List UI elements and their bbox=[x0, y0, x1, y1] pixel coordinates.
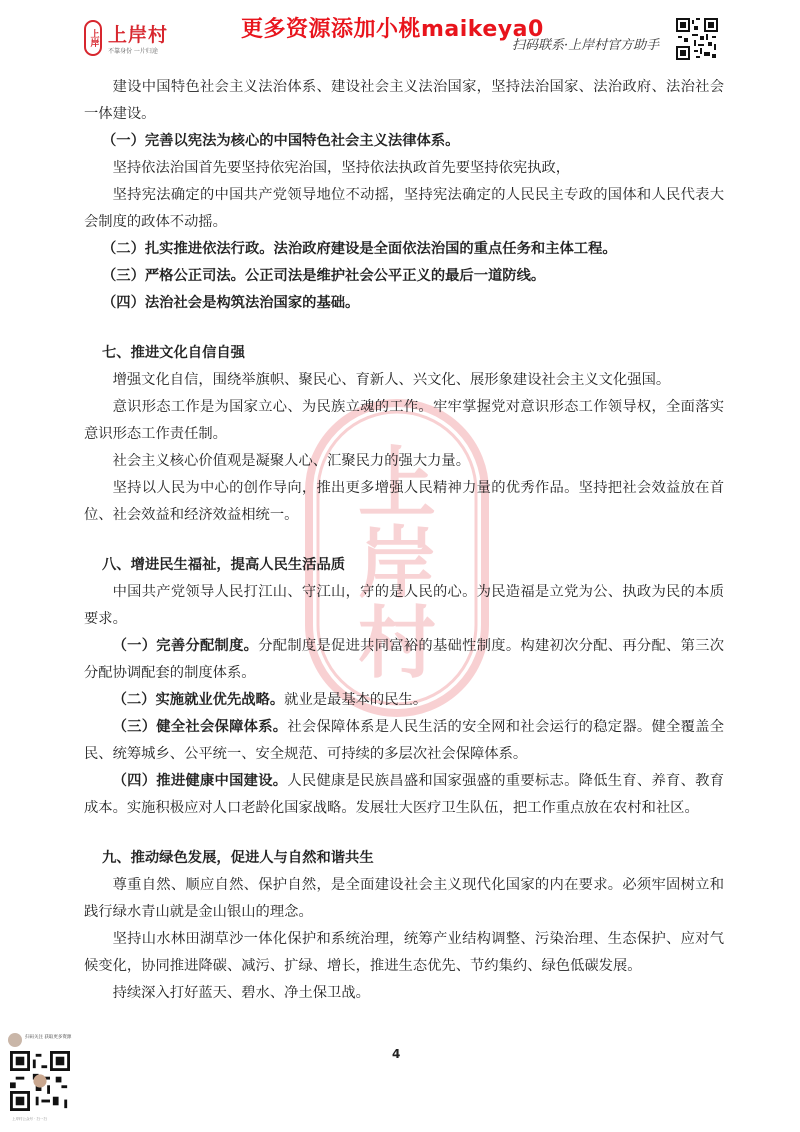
logo-slogan: 不靠身份 一片归途 bbox=[108, 48, 158, 55]
bottom-promo-caption: 上岸村公众号 · 扫一扫 bbox=[12, 1117, 47, 1121]
section-spacer bbox=[84, 529, 724, 552]
paragraph bbox=[84, 687, 724, 714]
scan-caption: 扫码联系·上岸村官方助手 bbox=[512, 38, 660, 53]
paragraph bbox=[84, 768, 724, 822]
paragraph-text: 社会保障体系是人民生活的安全网和社会运行的稳定器。健全覆盖全民、统筹城乡、公平统一、安全规范、可持续的多层次社会保障体系。 bbox=[84, 719, 724, 762]
paragraph bbox=[84, 633, 724, 687]
logo-badge-text: 上岸 bbox=[88, 29, 99, 47]
section-heading: （一）完善以宪法为核心的中国特色社会主义法律体系。 bbox=[102, 133, 460, 149]
paragraph-lead: （一）完善分配制度。 bbox=[112, 638, 259, 654]
qr-code-icon bbox=[10, 1051, 70, 1111]
paragraph: 坚持以人民为中心的创作导向，推出更多增强人民精神力量的优秀作品。坚持把社会效益放在首位、社会效益和经济效益相统一。 bbox=[84, 480, 724, 523]
paragraph: 坚持依法治国首先要坚持依宪治国，坚持依法执政首先要坚持依宪执政， bbox=[112, 160, 571, 176]
paragraph: 中国共产党领导人民打江山、守江山，守的是人民的心。为民造福是立党为公、执政为民的本质要求。 bbox=[84, 584, 724, 627]
section-heading: 八、增进民生福祉，提高人民生活品质 bbox=[102, 557, 346, 573]
logo-name: 上岸村 bbox=[108, 24, 169, 46]
paragraph: 尊重自然、顺应自然、保护自然，是全面建设社会主义现代化国家的内在要求。必须牢固树立和践行绿水青山就是金山银山的理念。 bbox=[84, 877, 724, 920]
section-heading: 九、推动绿色发展，促进人与自然和谐共生 bbox=[102, 850, 374, 866]
section-spacer bbox=[84, 317, 724, 340]
paragraph-lead: （三）健全社会保障体系。 bbox=[112, 719, 288, 735]
promo-banner: 更多资源添加小桃maikeya0 bbox=[241, 17, 544, 42]
page-header bbox=[0, 0, 800, 72]
section-heading: （二）扎实推进依法行政。法治政府建设是全面依法治国的重点任务和主体工程。 bbox=[102, 241, 617, 257]
paragraph-lead: （二）实施就业优先战略。 bbox=[112, 692, 285, 708]
watermark-char-3: 村 bbox=[357, 599, 437, 689]
qr-code-icon bbox=[676, 18, 718, 60]
section-spacer bbox=[84, 822, 724, 845]
bottom-promo bbox=[8, 1033, 104, 1129]
section-heading: 七、推进文化自信自强 bbox=[102, 345, 245, 361]
paragraph: 持续深入打好蓝天、碧水、净土保卫战。 bbox=[112, 985, 370, 1001]
paragraph: 坚持宪法确定的中国共产党领导地位不动摇，坚持宪法确定的人民民主专政的国体和人民代表大会制度的政体不动摇。 bbox=[84, 187, 724, 230]
paragraph-text: 人民健康是民族昌盛和国家强盛的重要标志。降低生育、养育、教育成本。实施积极应对人口老龄化国家战略。发展壮大医疗卫生队伍，把工作重点放在农村和社区。 bbox=[84, 773, 724, 816]
paragraph-lead: （四）推进健康中国建设。 bbox=[112, 773, 288, 789]
section-heading: （四）法治社会是构筑法治国家的基础。 bbox=[102, 295, 360, 311]
paragraph-text: 就业是最基本的民生。 bbox=[284, 692, 428, 708]
paragraph bbox=[84, 714, 724, 768]
avatar bbox=[8, 1033, 22, 1047]
logo-badge-icon bbox=[84, 20, 102, 56]
brand-logo bbox=[84, 18, 204, 62]
paragraph: 增强文化自信，围绕举旗帜、聚民心、育新人、兴文化、展形象建设社会主义文化强国。 bbox=[112, 372, 671, 388]
paragraph: 意识形态工作是为国家立心、为民族立魂的工作。牢牢掌握党对意识形态工作领导权，全面落实意识形态工作责任制。 bbox=[84, 399, 724, 442]
paragraph: 社会主义核心价值观是凝聚人心、汇聚民力的强大力量。 bbox=[112, 453, 471, 469]
section-heading: （三）严格公正司法。公正司法是维护社会公平正义的最后一道防线。 bbox=[102, 268, 546, 284]
paragraph-text: 分配制度是促进共同富裕的基础性制度。构建初次分配、再分配、第三次分配协调配套的制度体系。 bbox=[84, 638, 725, 681]
page-number: 4 bbox=[392, 1047, 401, 1061]
bottom-promo-title: 扫码关注 获取更多资源 bbox=[25, 1035, 72, 1040]
paragraph: 建设中国特色社会主义法治体系、建设社会主义法治国家，坚持法治国家、法治政府、法治社会一体建设。 bbox=[84, 79, 724, 122]
watermark-char-2: 岸 bbox=[357, 519, 437, 609]
watermark-char-1: 上 bbox=[357, 439, 437, 529]
document-body bbox=[84, 74, 724, 1007]
paragraph: 坚持山水林田湖草沙一体化保护和系统治理，统筹产业结构调整、污染治理、生态保护、应对气候变化，协同推进降碳、减污、扩绿、增长，推进生态优先、节约集约、绿色低碳发展。 bbox=[84, 931, 724, 974]
